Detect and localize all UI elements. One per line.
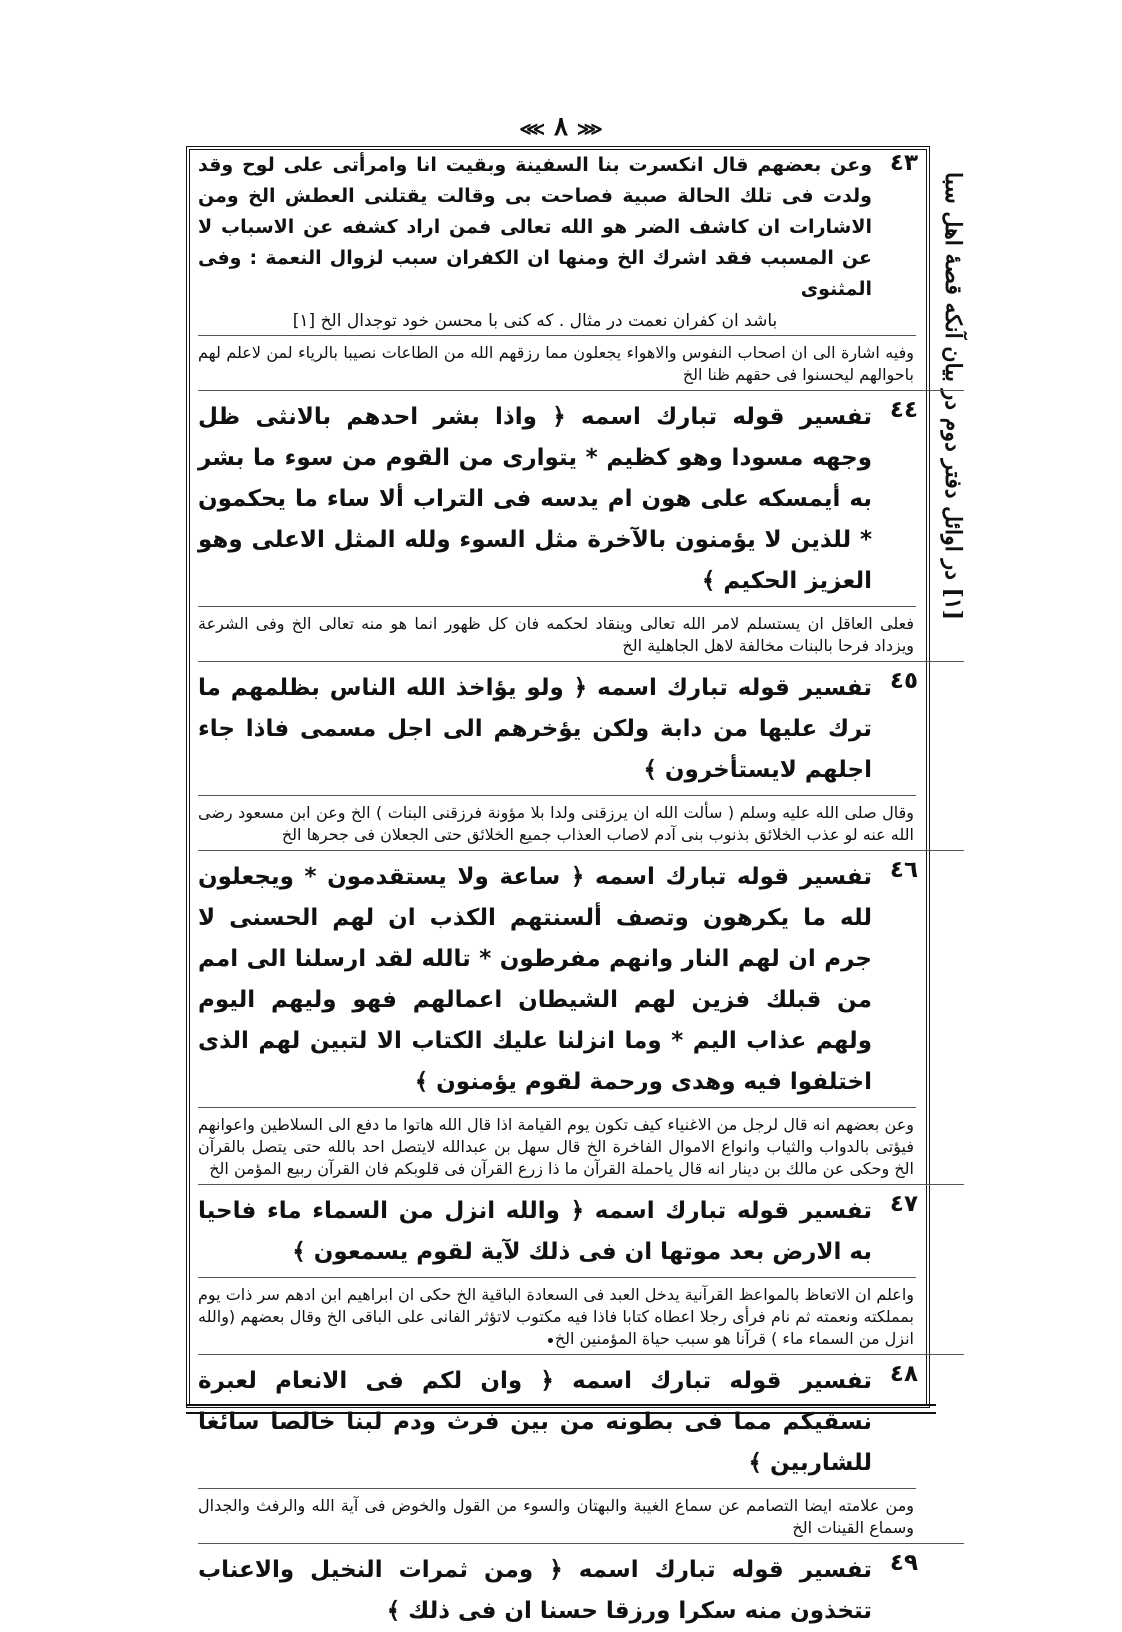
divider xyxy=(198,661,964,662)
entry-number: ٤٨ xyxy=(889,1361,918,1387)
entry-number: ٤٣ xyxy=(889,150,918,176)
entry-46 xyxy=(198,857,920,1180)
commentary: وفيه اشارة الى ان اصحاب النفوس والاهواء يجعلون مما رزقهم الله من الطاعات نصيبا بالرياء لمن لاعلم لهم باحوالهم ليحسنوا فى حقهم ظنا الخ xyxy=(198,343,914,384)
entry-43 xyxy=(198,150,920,386)
entry-text: تفسير قوله تبارك اسمه ﴿ واذا بشر احدهم بالانثى ظل وجهه مسودا وهو كظيم * يتوارى من القوم من سوء ما بشر به أيمسكه على هون ام يدسه فى التراب ألا ساء ما يحكمون * للذين لا يؤمنون بالآخرة مثل السوء ولله المثل الاعلى وهو العزيز الحكيم ﴾ xyxy=(198,404,872,594)
entry-number: ٤٧ xyxy=(889,1191,918,1217)
entry-number: ٤٩ xyxy=(889,1550,918,1576)
ornament-left: ⋙ xyxy=(519,119,545,140)
poem-verse: باشد ان کفران نعمت در مثال . که کنی با محسن خود توجدال الخ [١] xyxy=(292,311,778,331)
page-header xyxy=(0,112,1122,142)
entry-45 xyxy=(198,668,920,846)
entry-text: تفسير قوله تبارك اسمه ﴿ والله انزل من السماء ماء فاحيا به الارض بعد موتها ان فى ذلك لآية لقوم يسمعون ﴾ xyxy=(198,1198,872,1265)
entry-text: تفسير قوله تبارك اسمه ﴿ ومن ثمرات النخيل والاعناب تتخذون منه سكرا ورزقا حسنا ان فى ذلك ﴾ xyxy=(198,1557,872,1624)
entry-number: ٤٤ xyxy=(889,397,918,423)
divider xyxy=(198,795,916,796)
divider xyxy=(198,335,916,336)
entry-44 xyxy=(198,397,920,657)
entry-text: وعن بعضهم قال انكسرت بنا السفينة وبقيت انا وامرأتى على لوح وقد ولدت فى تلك الحالة صبية فصاحت بى وقالت يقتلنى العطش الخ ومن الاشارات ان كاشف الضر هو الله تعالى فمن اراد كشفه عن الاسباب لا عن المسبب فقد اشرك الخ ومنها ان الكفران سبب لزوال النعمة : وفى المثنوى xyxy=(198,154,872,300)
divider xyxy=(198,1543,964,1544)
margin-note: [١] در اوائل دفتر دوم در بيان آنکه قصهٔ اهل سبا xyxy=(940,171,966,620)
commentary: وقال صلى الله عليه وسلم ( سألت الله ان يرزقنى ولدا بلا مؤونة فرزقنى البنات ) الخ وعن ابن مسعود رضى الله عنه لو عذب الخلائق بذنوب بنى آدم لاصاب العذاب جميع الخلائق حتى الجعلان فى جحرها الخ xyxy=(198,803,914,844)
commentary: فعلى العاقل ان يستسلم لامر الله تعالى وينقاد لحكمه فان كل ظهور انما هو منه تعالى الخ وفى الشرعة ويزداد فرحا بالبنات مخالفة لاهل الجاهلية الخ xyxy=(198,614,914,655)
entry-text: تفسير قوله تبارك اسمه ﴿ ساعة ولا يستقدمون * ويجعلون لله ما يكرهون وتصف ألسنتهم الكذب ان لهم الحسنى لا جرم ان لهم النار وانهم مفرطون * تالله لقد ارسلنا الى امم من قبلك فزين لهم الشيطان اعمالهم فهو وليهم اليوم ولهم عذاب اليم * وما انزلنا عليك الكتاب الا لتبين لهم الذى اختلفوا فيه وهدى ورحمة لقوم يؤمنون ﴾ xyxy=(198,864,872,1095)
ink-dot xyxy=(548,1338,553,1343)
divider xyxy=(198,390,964,391)
page-content xyxy=(198,150,920,1632)
divider xyxy=(198,1107,916,1108)
commentary: ومن علامته ايضا التصامم عن سماع الغيبة والبهتان والسوء من القول والخوض فى آية الله والرفث والجدال وسماع القينات الخ xyxy=(198,1496,914,1537)
entry-number: ٤٥ xyxy=(889,668,918,694)
entry-number: ٤٦ xyxy=(889,857,918,883)
commentary: وعن بعضهم انه قال لرجل من الاغنياء كيف تكون يوم القيامة اذا قال الله هاتوا ما دفع الى السلاطين واعوانهم فيؤتى بالدواب والثياب وانواع الاموال الفاخرة الخ قال سهل بن عبدالله لايتصل احد بالله حتى يتصل بالقرآن الخ وحكى عن مالك بن دينار انه قال ياحملة القرآن ما ذا زرع القرآن فى قلوبكم فان القرآن ربيع المؤمن الخ xyxy=(198,1115,914,1178)
commentary: واعلم ان الاتعاظ بالمواعظ القرآنية يدخل العبد فى السعادة الباقية الخ حكى ان ابراهيم ابن ادهم سر ذات يوم بمملكته ونعمته ثم نام فرأى رجلا اعطاه كتابا فاذا فيه مكتوب لاتؤثر الفانى على الباقى الخ وقال بعضهم (والله انزل من السماء ماء ) قرآنا هو سبب حياة المؤمنين الخ xyxy=(198,1285,914,1348)
page-number: ٨ xyxy=(554,112,568,142)
divider xyxy=(198,850,964,851)
divider xyxy=(198,1184,964,1185)
divider xyxy=(198,1488,916,1489)
divider xyxy=(198,1354,964,1355)
ornament-right: ⋘ xyxy=(577,119,603,140)
entry-text: تفسير قوله تبارك اسمه ﴿ ولو يؤاخذ الله الناس بظلمهم ما ترك عليها من دابة ولكن يؤخرهم الى اجل مسمى فاذا جاء اجلهم لايستأخرون ﴾ xyxy=(198,675,872,783)
entry-47 xyxy=(198,1191,920,1350)
entry-text: تفسير قوله تبارك اسمه ﴿ وان لكم فى الانعام لعبرة نسقيكم مما فى بطونه من بين فرث ودم لبنا خالصا سائغا للشاربين ﴾ xyxy=(198,1368,872,1476)
entry-49 xyxy=(198,1550,920,1632)
divider xyxy=(198,1277,916,1278)
divider xyxy=(198,606,916,607)
entry-48 xyxy=(198,1361,920,1539)
